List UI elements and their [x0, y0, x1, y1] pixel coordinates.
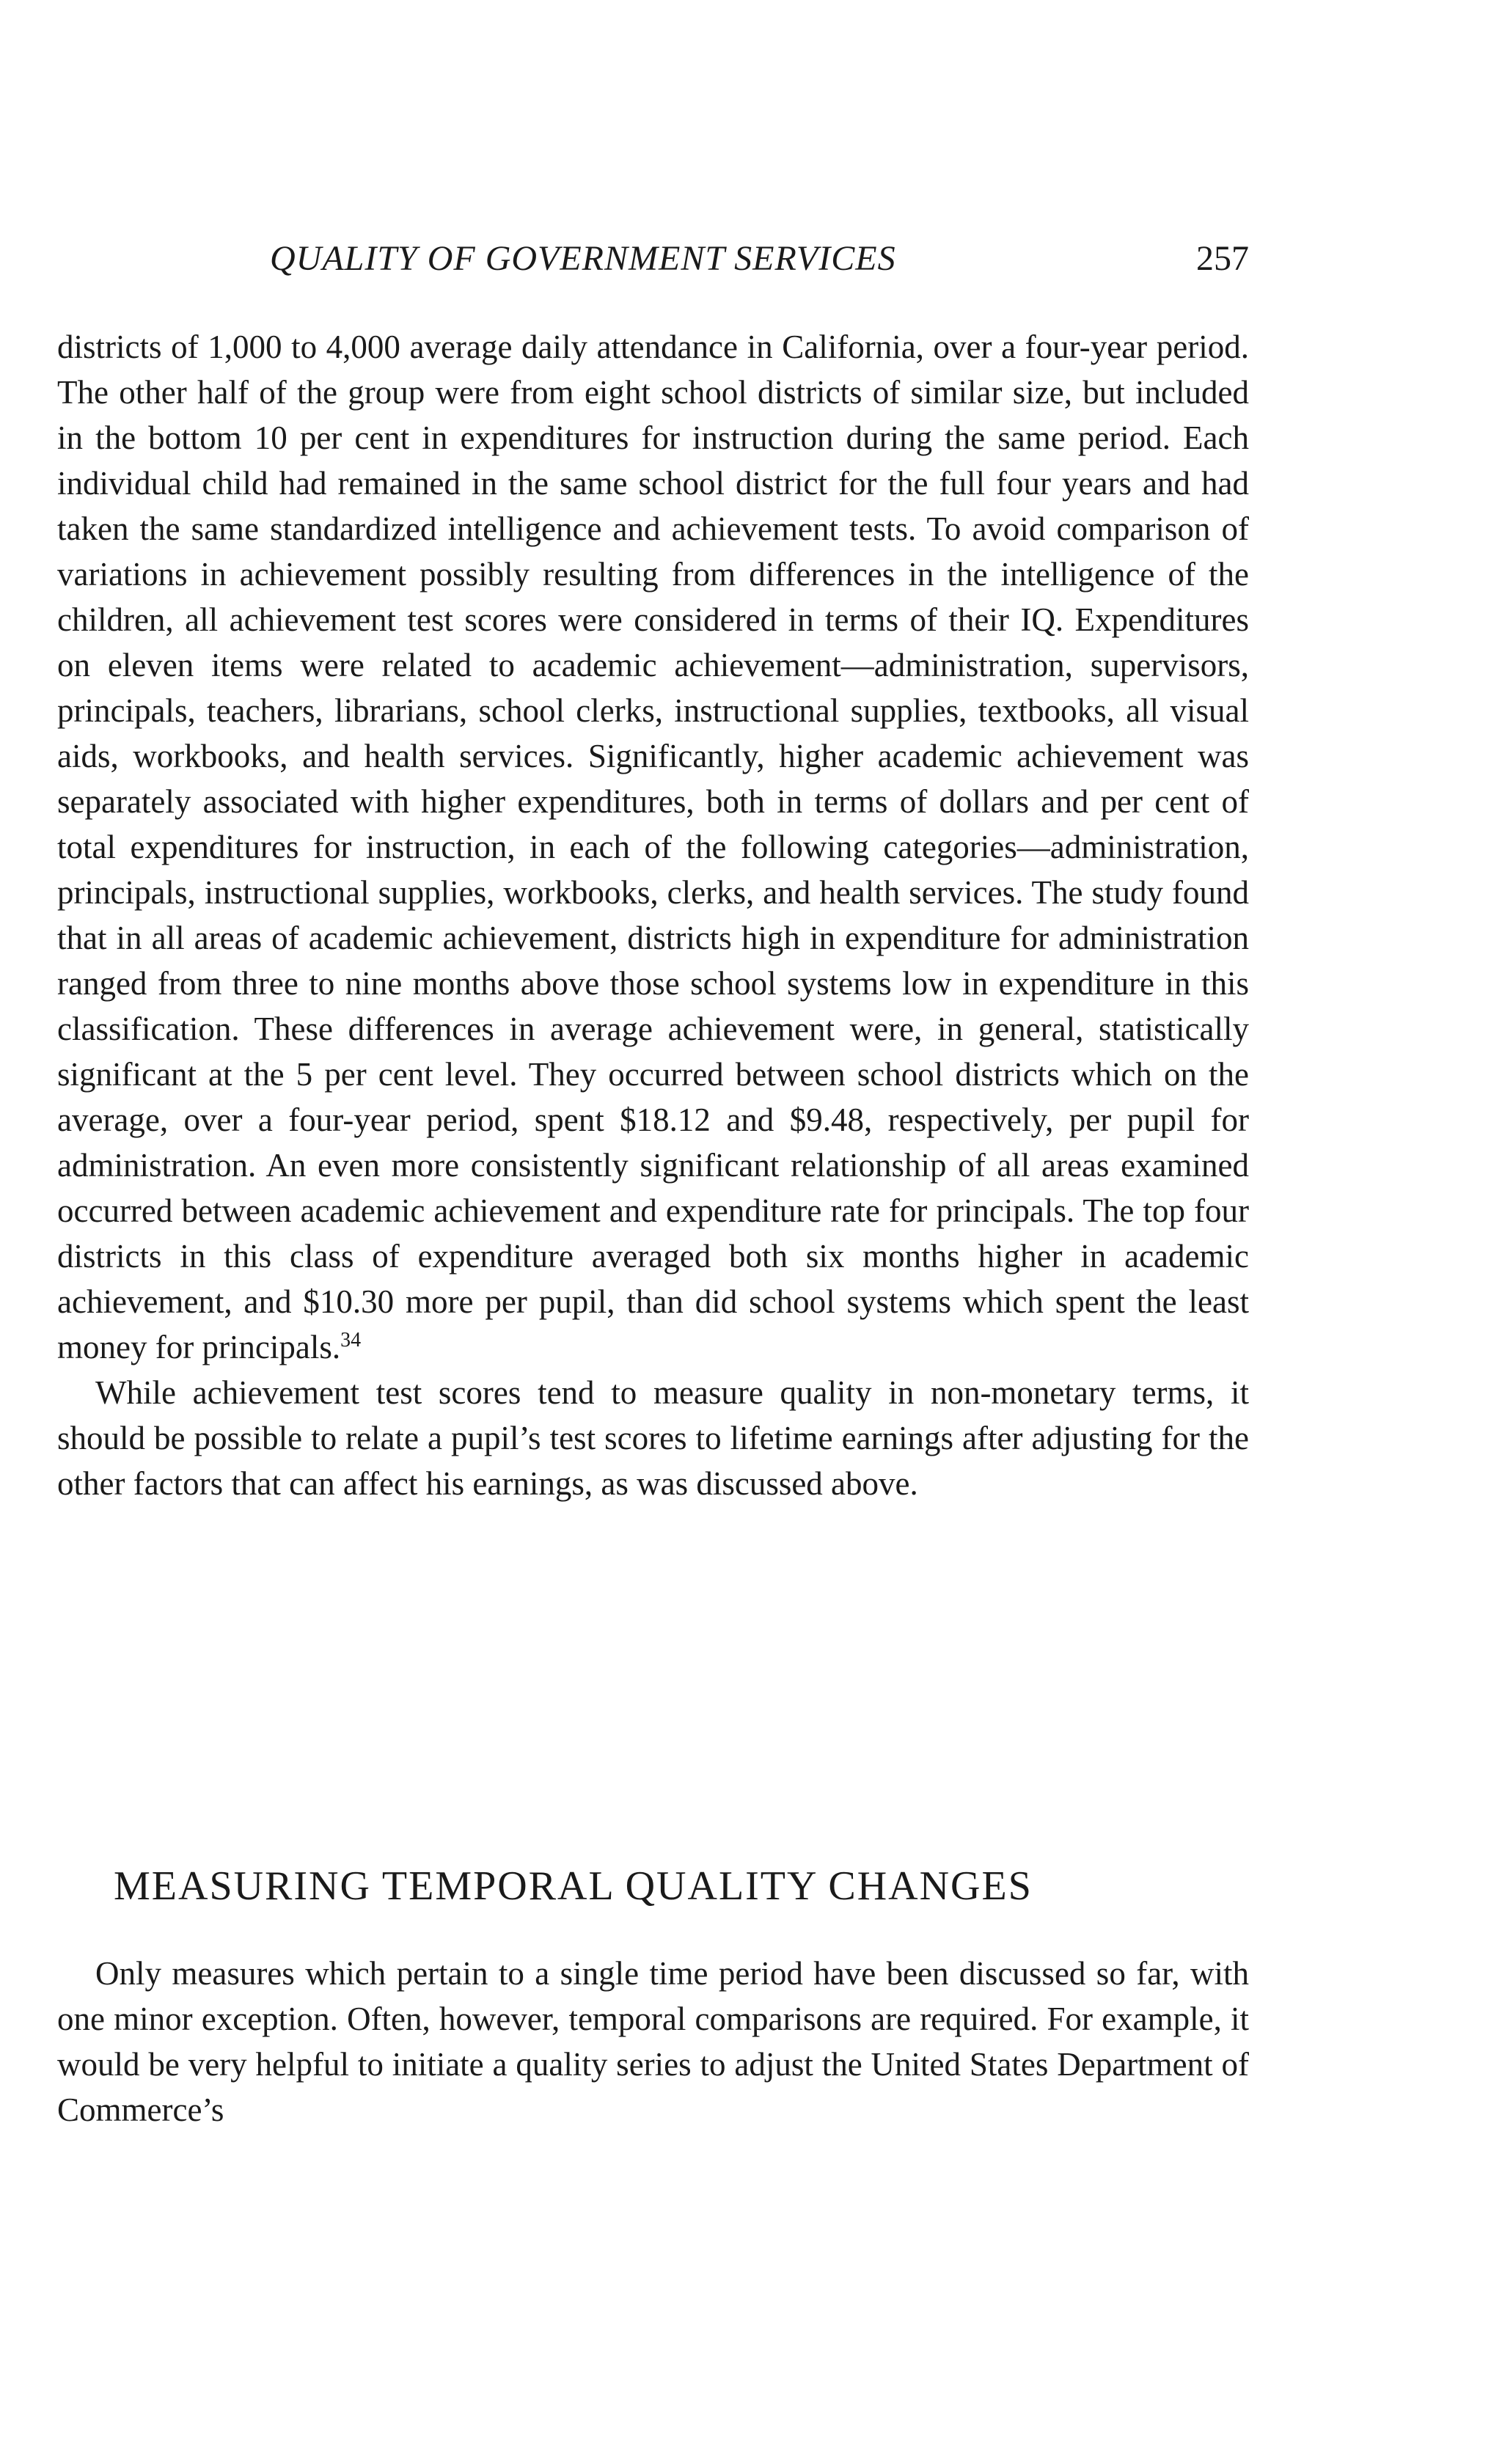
body-paragraph-1	[57, 324, 1249, 1370]
body-text	[57, 324, 1249, 1506]
section-heading: MEASURING TEMPORAL QUALITY CHANGES	[114, 1863, 1033, 1909]
paragraph-text: districts of 1,000 to 4,000 average daily attendance in California, over a four-year period. The other half of the group were from eight school districts of similar size, but included in the bottom 10 per cent in expenditures for instruction during the same period. Each individual child had remained in the same school district for the full four years and had taken the same standardized intelligence and achievement tests. To avoid comparison of variations in achievement possibly resulting from differences in the intelligence of the children, all achievement test scores were considered in terms of their IQ. Expenditures on eleven items were related to academic achievement—administration, supervisors, principals, teachers, librarians, school clerks, instructional supplies, textbooks, all visual aids, workbooks, and health services. Significantly, higher academic achievement was separately associated with higher expenditures, both in terms of dollars and per cent of total expenditures for instruction, in each of the following categories—administration, principals, instructional supplies, workbooks, clerks, and health services. The study found that in all areas of academic achievement, districts high in expenditure for administration ranged from three to nine months above those school systems low in expenditure in this classification. These differences in average achievement were, in general, statistically significant at the 5 per cent level. They occurred between school districts which on the average, over a four-year period, spent $18.12 and $9.48, respectively, per pupil for administration. An even more consistently significant relationship of all areas examined occurred between academic achievement and expenditure rate for principals. The top four districts in this class of expenditure averaged both six months higher in academic achievement, and $10.30 more per pupil, than did school systems which spent the least money for principals.	[57, 329, 1249, 1365]
page-number: 257	[1196, 239, 1249, 278]
running-head	[57, 238, 1249, 282]
body-paragraph-2: While achievement test scores tend to measure quality in non-monetary terms, it should be possible to relate a pupil’s test scores to lifetime earnings after adjusting for the other factors that can affect his earnings, as was discussed above.	[57, 1374, 1249, 1502]
footnote-reference: 34	[340, 1329, 362, 1352]
section-paragraph-1: Only measures which pertain to a single time period have been discussed so far, with one minor exception. Often, however, temporal comparisons are required. For example, it would be very helpful to initiate a quality series to adjust the United States Department of Commerce’s	[57, 1955, 1249, 2128]
section-body-text	[57, 1951, 1249, 2133]
running-head-title: QUALITY OF GOVERNMENT SERVICES	[270, 239, 896, 278]
